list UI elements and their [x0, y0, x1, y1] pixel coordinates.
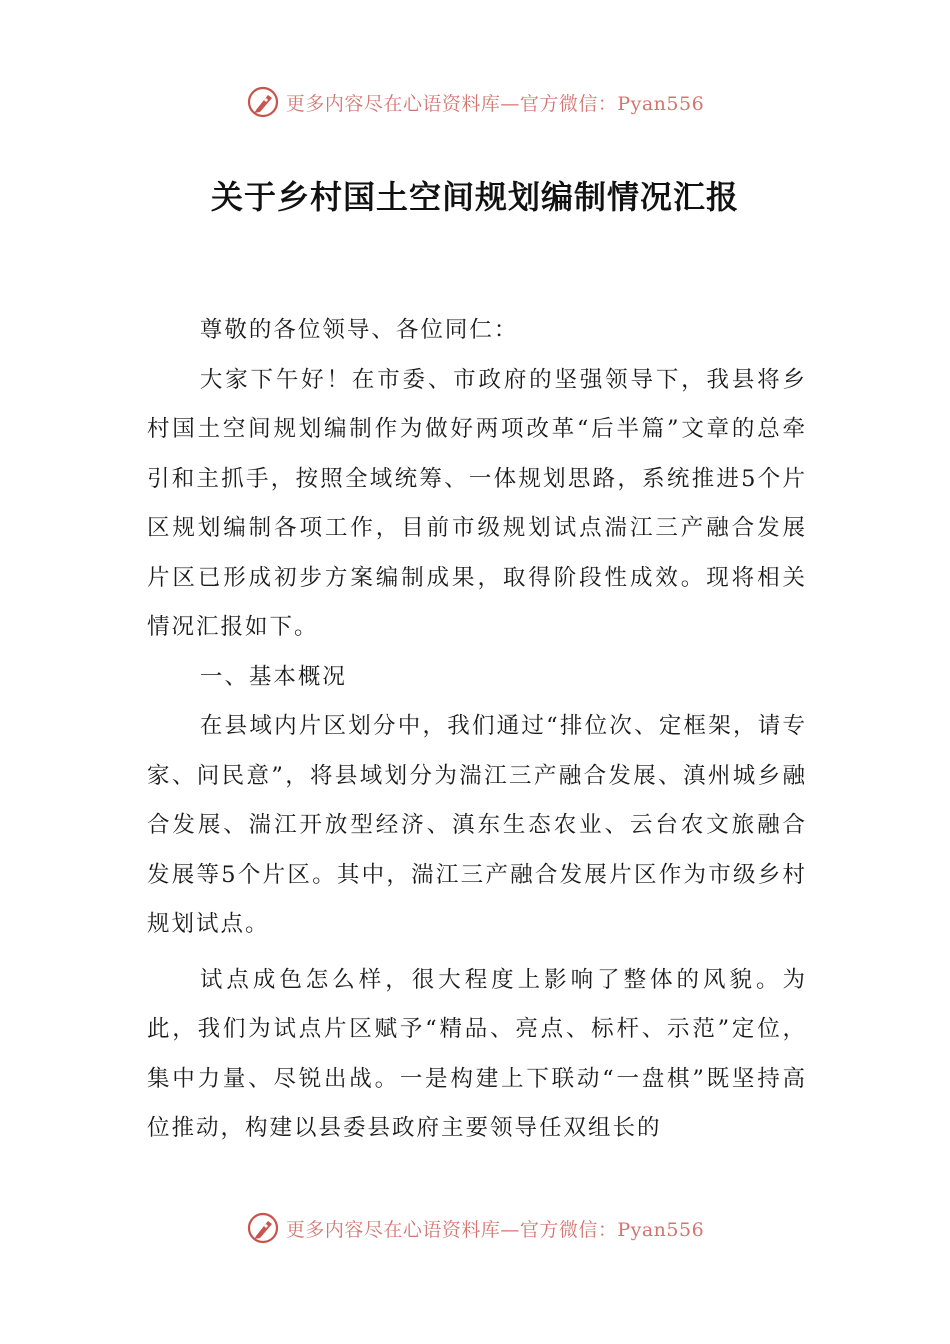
salutation-paragraph: 尊敬的各位领导、各位同仁：: [199, 317, 519, 343]
document-body: [147, 306, 807, 1154]
header-watermark-text: 更多内容尽在心语资料库—官方微信：Pyan556: [285, 92, 705, 115]
body-paragraph: 试点成色怎么样，很大程度上影响了整体的风貌。为此，我们为试点片区赋予“精品、亮点、标杆、示范”定位，集中力量、尽锐出战。一是构建上下联动“一盘棋”既坚持高位推动，构建以县委县政府主要领导任双组长的: [147, 966, 807, 1141]
section-heading: 一、基本概况: [199, 663, 347, 690]
footer-watermark: [0, 1208, 950, 1248]
footer-watermark-text: 更多内容尽在心语资料库—官方微信：Pyan556: [285, 1218, 705, 1241]
pen-nib-logo-icon: [246, 85, 280, 119]
pen-nib-logo-icon: [246, 1211, 280, 1245]
document-title: 关于乡村国土空间规划编制情况汇报: [210, 178, 739, 216]
intro-paragraph: 大家下午好！在市委、市政府的坚强领导下，我县将乡村国土空间规划编制作为做好两项改革“后半篇”文章的总牵引和主抓手，按照全域统筹、一体规划思路，系统推进5个片区规划编制各项工作，目前市级规划试点湍江三产融合发展片区已形成初步方案编制成果，取得阶段性成效。现将相关情况汇报如下。: [147, 366, 807, 640]
body-paragraph: 在县域内片区划分中，我们通过“排位次、定框架，请专家、问民意”，将县域划分为湍江三产融合发展、滇州城乡融合发展、湍江开放型经济、滇东生态农业、云台农文旅融合发展等5个片区。其中，湍江三产融合发展片区作为市级乡村规划试点。: [147, 713, 807, 937]
header-watermark: [0, 82, 950, 122]
